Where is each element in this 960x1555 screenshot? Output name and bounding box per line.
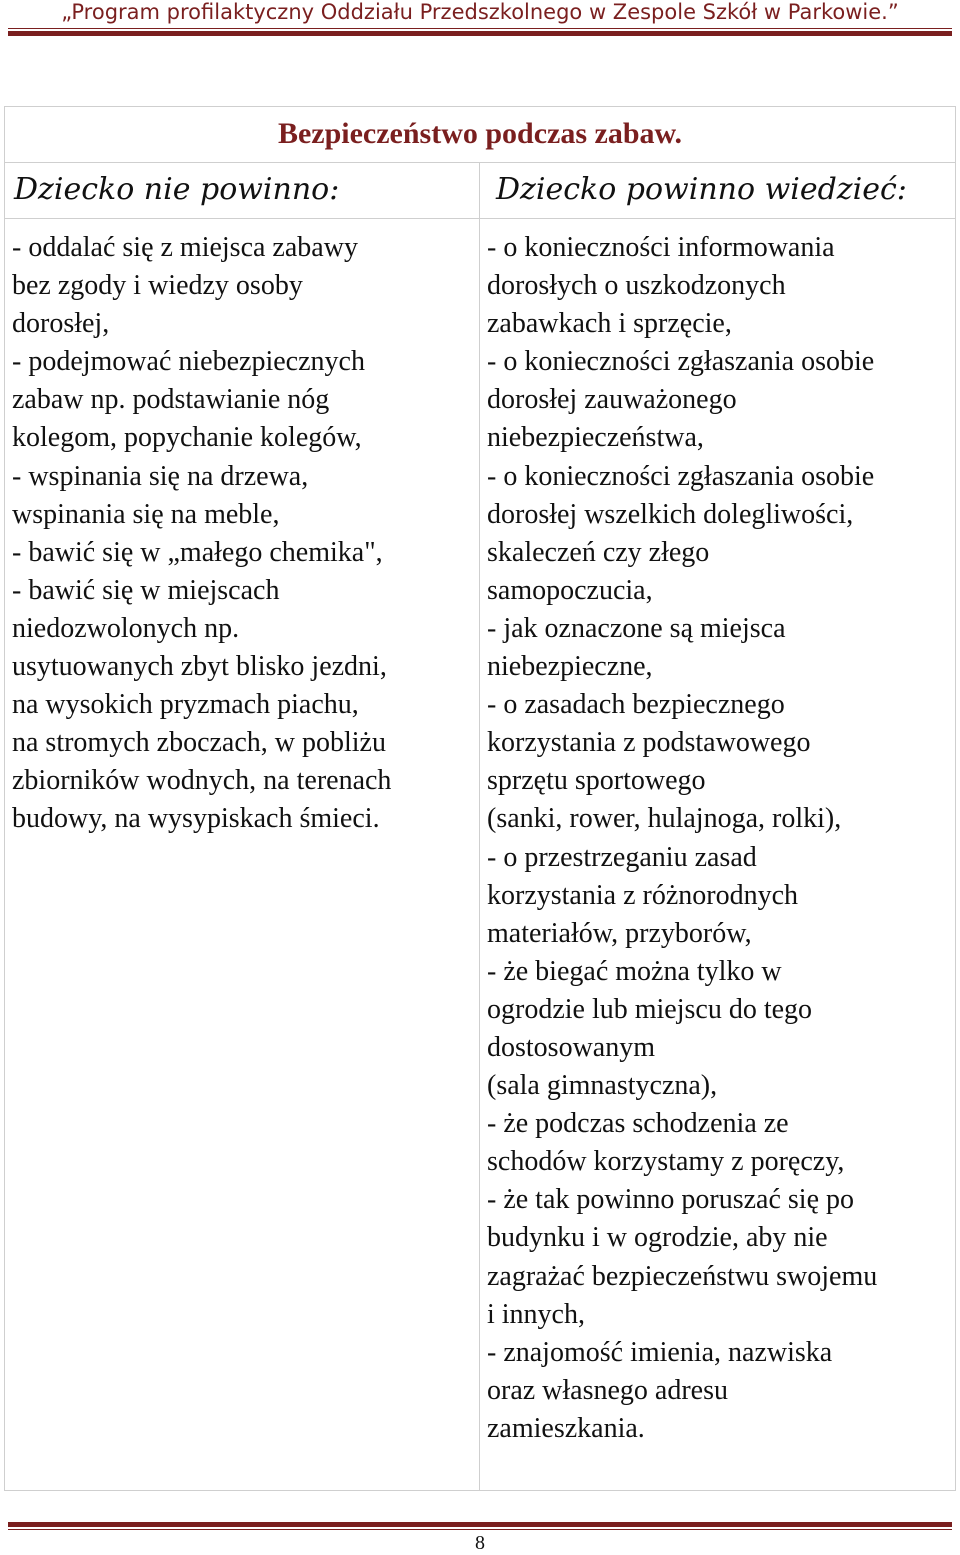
right-column-line: ogrodzie lub miejscu do tego [487,993,813,1025]
left-column-line: wspinania się na meble, [12,498,280,530]
right-column-line: budynku i w ogrodzie, aby nie [487,1222,828,1254]
right-column-line: - o konieczności informowania [487,232,835,263]
table-divider-heading [4,218,956,219]
right-column-line: skaleczeń czy złego [487,536,710,568]
right-column-line: - o konieczności zgłaszania osobie [487,346,875,378]
header-rule-thick [8,31,952,36]
right-column-line: zagrażać bezpieczeństwu swojemu [487,1260,878,1292]
left-column-line: - podejmować niebezpiecznych [12,346,365,378]
left-column-line: na wysokich pryzmach piachu, [12,689,359,721]
left-column-text [12,229,391,839]
left-column-heading: Dziecko nie powinno: [14,172,340,207]
right-column-line: oraz własnego adresu [487,1374,729,1406]
right-column-text [487,229,877,1448]
right-column-line: sprzętu sportowego [487,765,706,797]
right-column-line: - że tak powinno poruszać się po [487,1184,854,1216]
right-column-line: samopoczucia, [487,574,653,606]
left-column-line: zabaw np. podstawianie nóg [12,384,330,416]
left-column-line: - oddalać się z miejsca zabawy [12,232,358,263]
left-column-line: na stromych zboczach, w pobliżu [12,727,386,759]
right-column-line: dorosłej wszelkich dolegliwości, [487,498,854,530]
right-column-line: schodów korzystamy z poręczy, [487,1146,845,1178]
right-column-heading: Dziecko powinno wiedzieć: [496,172,907,207]
left-column-line: budowy, na wysypiskach śmieci. [12,803,380,835]
right-column-line: zamieszkania. [487,1412,645,1444]
right-column-line: - że podczas schodzenia ze [487,1108,789,1140]
table-divider-top [4,162,956,163]
left-column-line: zbiorników wodnych, na terenach [12,765,392,797]
right-column-line: dorosłych o uszkodzonych [487,270,786,302]
left-column-line: - bawić się w miejscach [12,574,280,606]
right-column-line: - jak oznaczone są miejsca [487,612,786,644]
right-column-line: dorosłej zauważonego [487,384,737,416]
left-column-line: - bawić się w „małego chemika", [12,536,383,568]
right-column-line: niebezpieczne, [487,651,653,683]
right-column-line: - o przestrzeganiu zasad [487,841,757,873]
left-column-line: - wspinania się na drzewa, [12,460,309,492]
left-column-line: kolegom, popychanie kolegów, [12,422,362,454]
footer-rule-thin [8,1529,952,1530]
right-column-line: materiałów, przyborów, [487,917,752,949]
right-column-line: korzystania z podstawowego [487,727,811,759]
header-rule-thin [8,28,952,29]
running-header: „Program profilaktyczny Oddziału Przedszkolnego w Zespole Szkół w Parkowie.” [61,0,899,24]
left-column-line: niedozwolonych np. [12,612,240,644]
left-column-line: dorosłej, [12,308,110,340]
right-column-line: korzystania z różnorodnych [487,879,798,911]
right-column-line: dostosowanym [487,1031,655,1063]
right-column-line: zabawkach i sprzęcie, [487,308,732,340]
right-column-line: (sala gimnastyczna), [487,1070,718,1102]
right-column-line: - o konieczności zgłaszania osobie [487,460,875,492]
right-column-line: i innych, [487,1298,585,1330]
right-column-line: - że biegać można tylko w [487,955,782,987]
left-column-line: bez zgody i wiedzy osoby [12,270,303,302]
right-column-line: - o zasadach bezpiecznego [487,689,785,721]
page-title: Bezpieczeństwo podczas zabaw. [277,117,683,150]
right-column-line: (sanki, rower, hulajnoga, rolki), [487,803,842,835]
left-column-line: usytuowanych zbyt blisko jezdni, [12,651,387,683]
page-number: 8 [475,1532,485,1554]
right-column-line: niebezpieczeństwa, [487,422,704,454]
table-column-divider [479,162,480,1490]
footer-rule-thick [8,1522,952,1527]
right-column-line: - znajomość imienia, nazwiska [487,1336,833,1368]
